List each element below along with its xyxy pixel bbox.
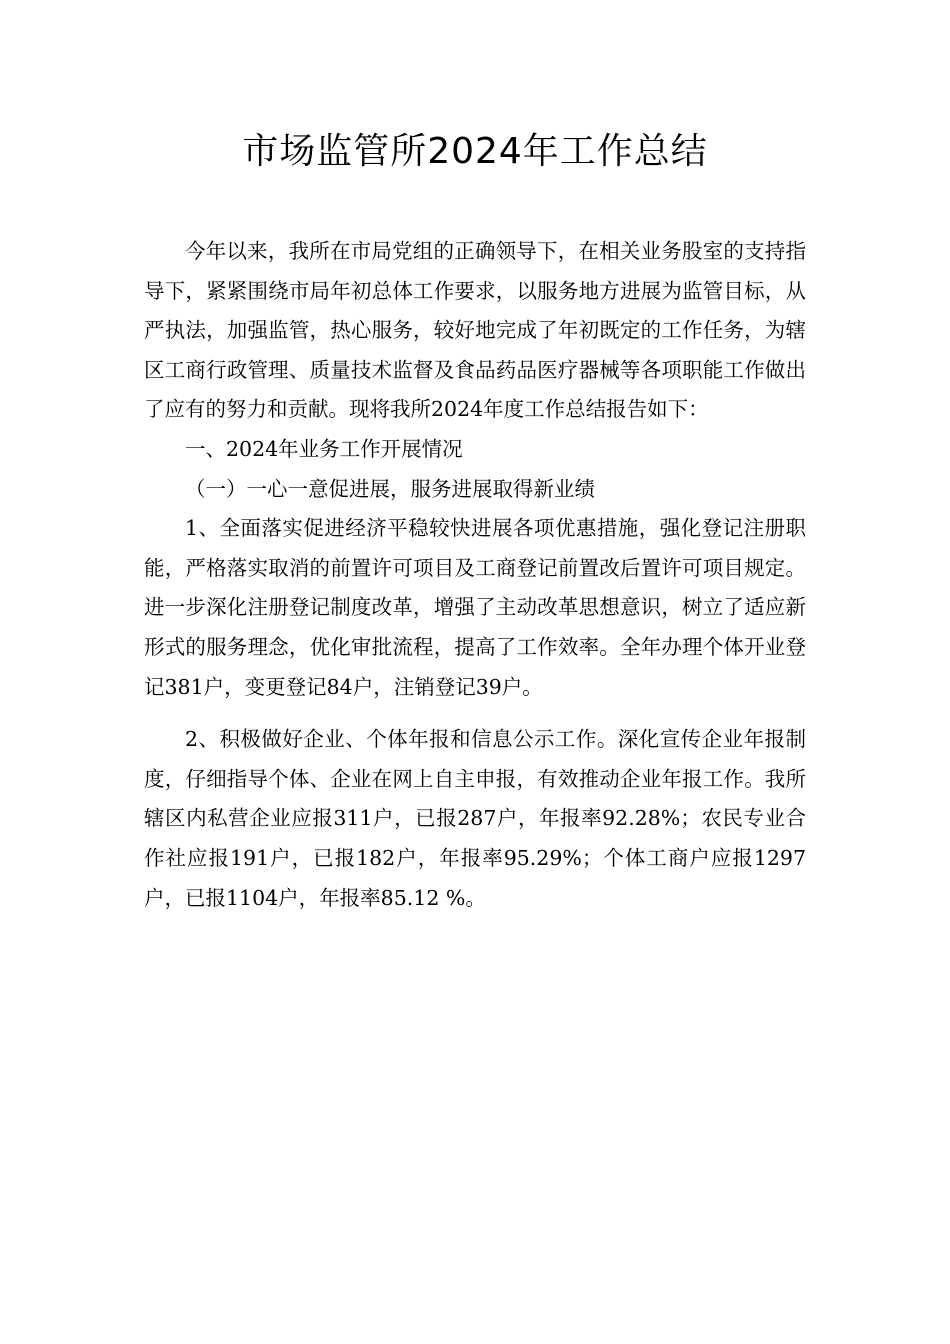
section-heading: 一、2024年业务工作开展情况 xyxy=(185,436,463,461)
item-paragraph-1: 1、全面落实促进经济平稳较快进展各项优惠措施，强化登记注册职能，严格落实取消的前置许可项目及工商登记前置改后置许可项目规定。进一步深化注册登记制度改革，增强了主动改革思想意识，树立了适应新形式的服务理念，优化审批流程，提高了工作效率。全年办理个体开业登记381户，变更登记84户，注销登记39户。 xyxy=(144,516,806,699)
document-title: 市场监管所2024年工作总结 xyxy=(242,131,708,172)
subsection-heading: （一）一心一意促进展，服务进展取得新业绩 xyxy=(185,476,595,501)
item-paragraph-2: 2、积极做好企业、个体年报和信息公示工作。深化宣传企业年报制度，仔细指导个体、企业在网上自主申报，有效推动企业年报工作。我所辖区内私营企业应报311户，已报287户，年报率92.28%；农民专业合作社应报191户，已报182户，年报率95.29%；个体工商户应报1297户，已报1104户，年报率85.12 %。 xyxy=(144,727,806,910)
intro-paragraph: 今年以来，我所在市局党组的正确领导下，在相关业务股室的支持指导下，紧紧围绕市局年初总体工作要求，以服务地方进展为监管目标，从严执法，加强监管，热心服务，较好地完成了年初既定的工作任务，为辖区工商行政管理、质量技术监督及食品药品医疗器械等各项职能工作做出了应有的努力和贡献。现将我所2024年度工作总结报告如下： xyxy=(144,239,806,422)
document-body xyxy=(144,232,806,918)
